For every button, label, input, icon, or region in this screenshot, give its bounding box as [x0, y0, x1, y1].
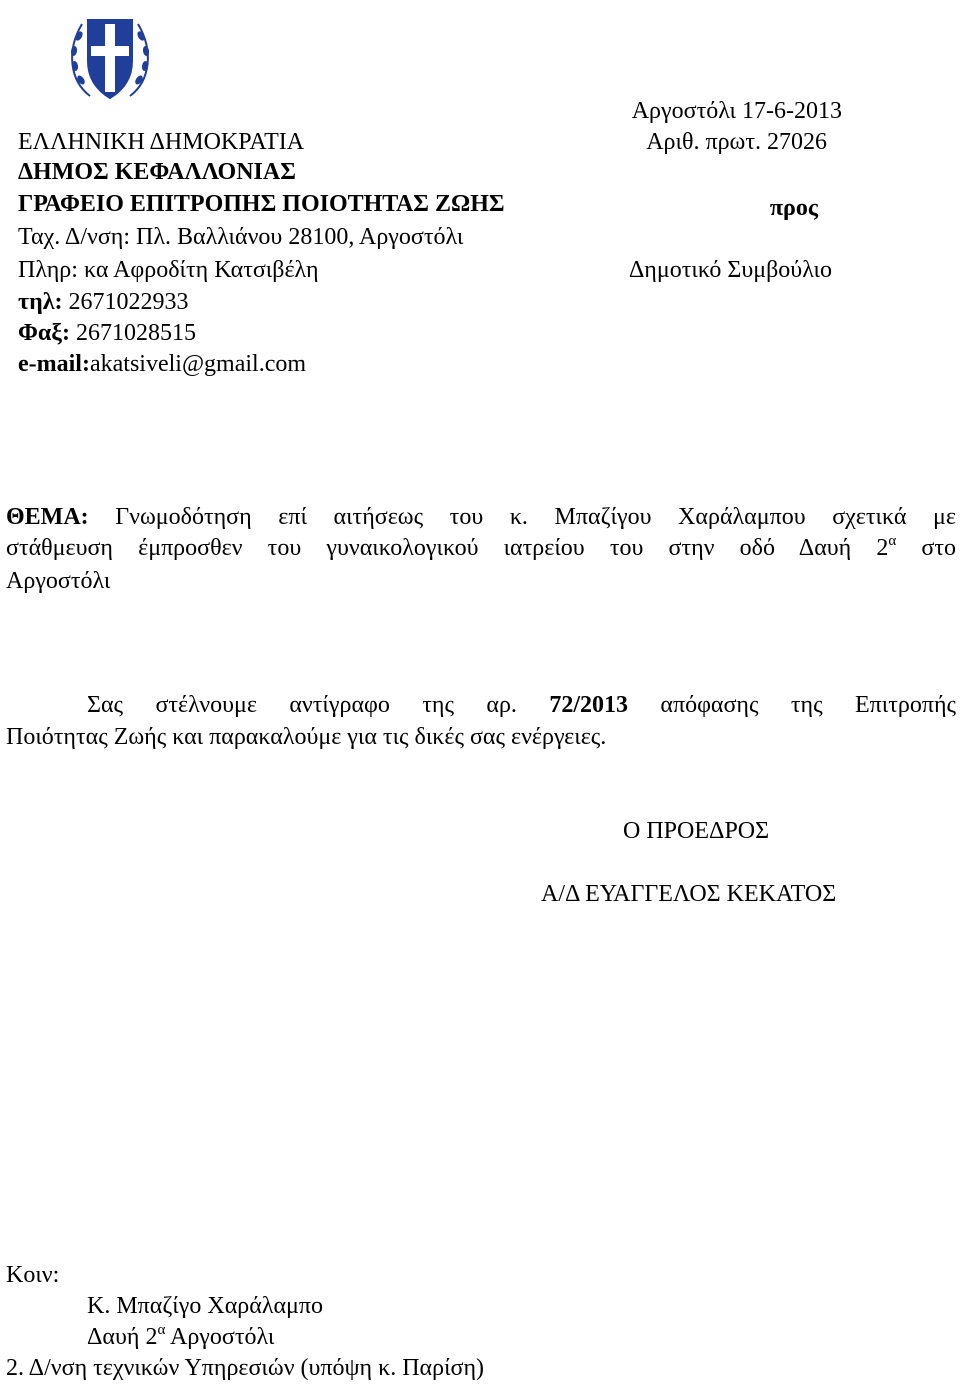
place-date: Αργοστόλι 17-6-2013 — [631, 98, 842, 124]
municipality-name: ΔΗΜΟΣ ΚΕΦΑΛΛΟΝΙΑΣ — [18, 159, 296, 185]
postal-address: Ταχ. Δ/νση: Πλ. Βαλλιάνου 28100, Αργοστόλι — [18, 224, 464, 250]
country-name: ΕΛΛΗΝΙΚΗ ΔΗΜΟΚΡΑΤΙΑ — [18, 129, 305, 155]
email-value: akatsiveli@gmail.com — [89, 351, 307, 377]
body-text-1b: απόφασης της Επιτροπής — [627, 692, 956, 718]
office-name: ΓΡΑΦΕΙΟ ΕΠΙΤΡΟΠΗΣ ΠΟΙΟΤΗΤΑΣ ΖΩΗΣ — [18, 191, 505, 217]
body-line-1 — [87, 690, 956, 720]
subject-line-3: Αργοστόλι — [6, 568, 111, 594]
decision-number: 72/2013 — [549, 692, 628, 718]
subject-text-1: Γνωμοδότηση επί αιτήσεως του κ. Μπαζίγου Χαράλαμπου σχετικά με — [88, 504, 956, 530]
recipient: Δημοτικό Συμβούλιο — [628, 257, 832, 283]
email-line — [18, 349, 306, 379]
phone-value: 2671022933 — [62, 289, 189, 315]
subject-line-2 — [6, 533, 956, 563]
subject-label: ΘΕΜΑ: — [6, 504, 89, 530]
distribution-item-2: 2. Δ/νση τεχνικών Υπηρεσιών (υπόψη κ. Παρίση) — [6, 1355, 485, 1381]
subject-text-2a: στάθμευση έμπροσθεν του γυναικολογικού ιατρείου του στην οδό Δαυή 2 — [6, 535, 889, 561]
signature-title: Ο ΠΡΟΕΔΡΟΣ — [623, 818, 770, 844]
subject-line-1 — [6, 502, 956, 532]
subject-text-2b: στο — [896, 535, 956, 561]
signature-name: Α/Δ ΕΥΑΓΓΕΛΟΣ ΚΕΚΑΤΟΣ — [541, 881, 837, 907]
body-text-1a: Σας στέλνουμε αντίγραφο της αρ. — [87, 692, 550, 718]
distribution-item-1-address — [87, 1322, 274, 1352]
greek-coat-of-arms-icon — [60, 6, 160, 106]
distribution-label: Κοιν: — [6, 1262, 60, 1288]
to-label: προς — [769, 195, 818, 221]
fax-line — [18, 318, 196, 348]
address-city: Αργοστόλι — [165, 1324, 275, 1350]
email-label: e-mail: — [18, 351, 90, 377]
phone-label: τηλ: — [18, 289, 63, 315]
fax-label: Φαξ: — [18, 320, 70, 346]
phone-line — [18, 287, 188, 317]
fax-value: 2671028515 — [69, 320, 196, 346]
distribution-item-1: Κ. Μπαζίγο Χαράλαμπο — [87, 1293, 324, 1319]
address-superscript: α — [157, 1322, 166, 1338]
protocol-number: Αριθ. πρωτ. 27026 — [646, 129, 827, 155]
subject-superscript: α — [888, 533, 897, 549]
body-line-2: Ποιότητας Ζωής και παρακαλούμε για τις δικές σας ενέργειες. — [6, 724, 607, 750]
address-street: Δαυή 2 — [87, 1324, 158, 1350]
contact-person: Πληρ: κα Αφροδίτη Κατσιβέλη — [18, 257, 319, 283]
